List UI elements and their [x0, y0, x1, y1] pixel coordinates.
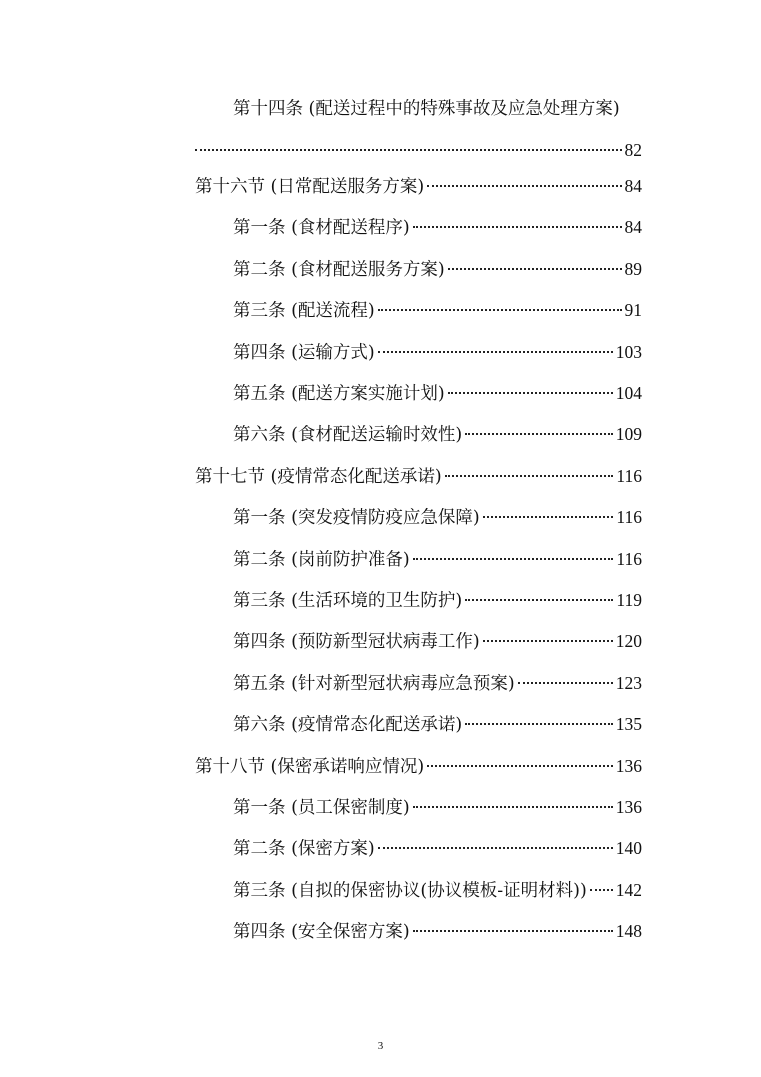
- toc-entry-title: 第三条 (生活环境的卫生防护): [233, 591, 463, 611]
- toc-leader: [195, 149, 622, 151]
- toc-entry-title: 第五条 (配送方案实施计划): [233, 384, 445, 404]
- toc-leader: [378, 351, 613, 353]
- toc-page-number: 140: [615, 838, 642, 858]
- toc-article-entry[interactable]: [233, 628, 642, 654]
- toc-article-entry[interactable]: [233, 214, 642, 240]
- toc-leader: [413, 226, 622, 228]
- toc-leader: [465, 723, 613, 725]
- toc-entry-title: 第十六节 (日常配送服务方案): [195, 177, 425, 197]
- toc-leader: [378, 847, 613, 849]
- toc-page-number: 84: [624, 176, 642, 196]
- toc-section-entry[interactable]: [195, 173, 642, 199]
- toc-leader: [483, 640, 613, 642]
- toc-article-entry[interactable]: [233, 794, 642, 820]
- toc-article-entry[interactable]: [233, 877, 642, 903]
- toc-page-number: 136: [615, 797, 642, 817]
- toc-entry-title: 第三条 (自拟的保密协议(协议模板-证明材料)): [233, 881, 587, 901]
- toc-leader: [465, 599, 613, 601]
- toc-article-entry[interactable]: [233, 256, 642, 282]
- toc-page-number: 119: [616, 590, 642, 610]
- toc-entry-title: 第四条 (预防新型冠状病毒工作): [233, 632, 480, 652]
- page-number: 3: [377, 1040, 384, 1052]
- toc-page-number: 89: [624, 259, 642, 279]
- toc-entry-title: 第六条 (疫情常态化配送承诺): [233, 715, 463, 735]
- toc-continued-entry-title[interactable]: 第十四条 (配送过程中的特殊事故及应急处理方案): [233, 99, 620, 119]
- toc-entry-title: 第六条 (食材配送运输时效性): [233, 425, 463, 445]
- toc-article-entry[interactable]: [233, 587, 642, 613]
- toc-section-entry[interactable]: [195, 463, 642, 489]
- toc-leader: [413, 806, 613, 808]
- toc-leader: [427, 765, 613, 767]
- toc-page-number: 104: [615, 383, 642, 403]
- toc-page-number: 91: [624, 300, 642, 320]
- toc-leader: [413, 558, 614, 560]
- toc-article-entry[interactable]: [233, 421, 642, 447]
- toc-leader: [427, 185, 621, 187]
- toc-article-entry[interactable]: [233, 380, 642, 406]
- toc-entry-title: 第十八节 (保密承诺响应情况): [195, 757, 425, 777]
- toc-leader: [590, 889, 613, 891]
- toc-entry-title: 第一条 (食材配送程序): [233, 218, 410, 238]
- toc-leader: [378, 309, 622, 311]
- toc-page-number: 123: [615, 673, 642, 693]
- toc-page-number: 116: [616, 549, 642, 569]
- toc-page-number: 120: [615, 631, 642, 651]
- toc-page-number: 136: [615, 756, 642, 776]
- toc-page-number: 135: [615, 714, 642, 734]
- toc-article-entry[interactable]: [233, 546, 642, 572]
- toc-article-entry[interactable]: [233, 711, 642, 737]
- toc-entry-title: 第一条 (突发疫情防疫应急保障): [233, 508, 480, 528]
- toc-entry-title: 第十七节 (疫情常态化配送承诺): [195, 467, 442, 487]
- toc-page-number: 116: [616, 466, 642, 486]
- toc-leader: [448, 268, 622, 270]
- toc-article-entry[interactable]: [233, 918, 642, 944]
- toc-entry-title: 第二条 (保密方案): [233, 839, 375, 859]
- toc-leader: [445, 475, 614, 477]
- toc-page-number: 109: [615, 424, 642, 444]
- toc-page-number: 148: [615, 921, 642, 941]
- toc-article-entry[interactable]: [233, 339, 642, 365]
- toc-entry-title: 第三条 (配送流程): [233, 301, 375, 321]
- toc-entry-title: 第五条 (针对新型冠状病毒应急预案): [233, 674, 515, 694]
- toc-leader: [413, 930, 613, 932]
- toc-page-number: 142: [615, 880, 642, 900]
- toc-article-entry[interactable]: [233, 835, 642, 861]
- toc-page-number: 116: [616, 507, 642, 527]
- toc-article-entry[interactable]: [233, 504, 642, 530]
- toc-entry-title: 第四条 (安全保密方案): [233, 922, 410, 942]
- toc-leader: [448, 392, 613, 394]
- toc-page-number: 82: [624, 140, 642, 160]
- toc-section-entry[interactable]: [195, 753, 642, 779]
- toc-leader: [518, 682, 613, 684]
- toc-entry-title: 第一条 (员工保密制度): [233, 798, 410, 818]
- toc-leader: [483, 516, 614, 518]
- toc-article-entry[interactable]: [233, 297, 642, 323]
- toc-article-entry[interactable]: [233, 670, 642, 696]
- toc-page-number: 84: [624, 217, 642, 237]
- toc-continued-entry-leader-row[interactable]: [195, 137, 642, 163]
- toc-entry-title: 第二条 (食材配送服务方案): [233, 260, 445, 280]
- toc-leader: [465, 433, 613, 435]
- toc-entry-title: 第四条 (运输方式): [233, 343, 375, 363]
- toc-entry-title: 第二条 (岗前防护准备): [233, 550, 410, 570]
- toc-page-number: 103: [615, 342, 642, 362]
